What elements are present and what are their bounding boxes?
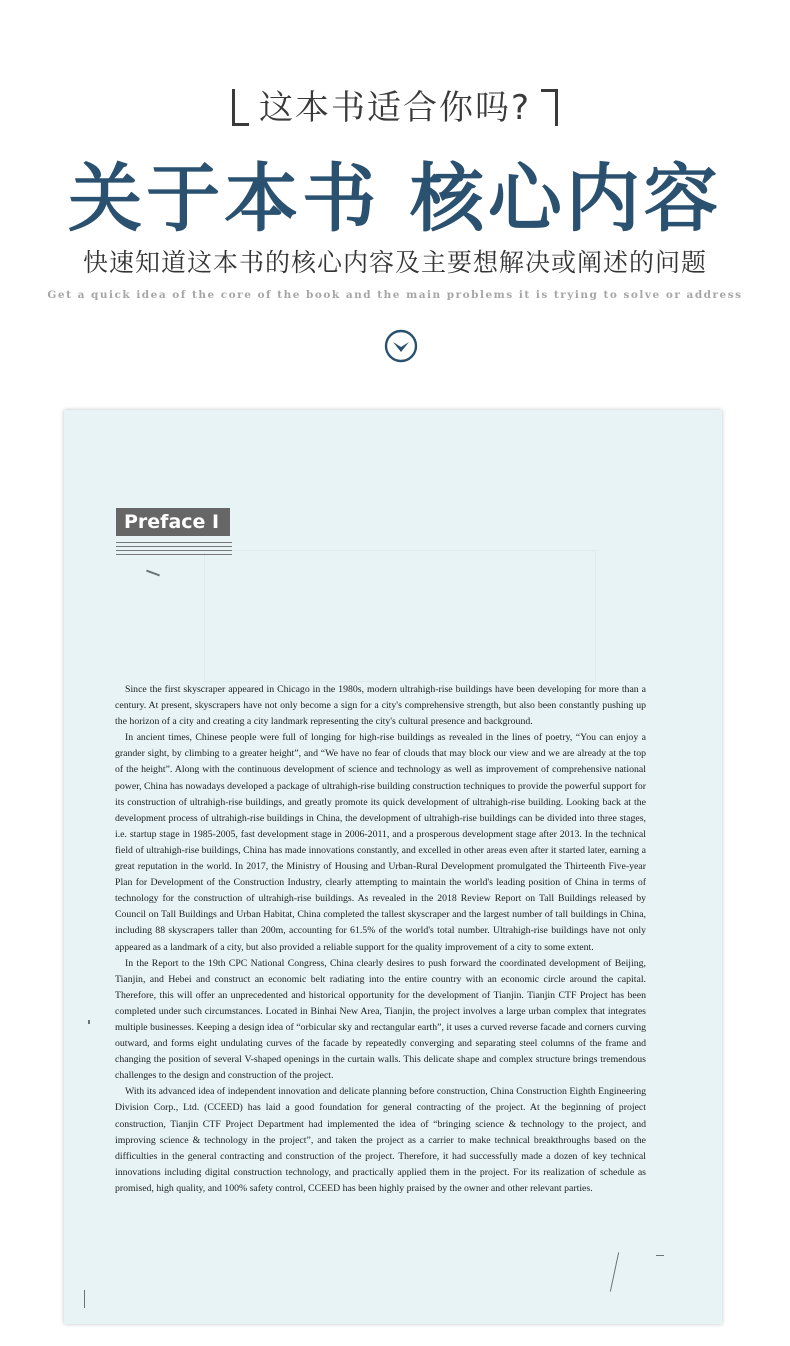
section-description: 快速知道这本书的核心内容及主要想解决或阐述的问题 [82,248,707,277]
right-bracket-decoration [541,89,558,126]
paragraph: Since the first skyscraper appeared in Chicago in the 1980s, modern ultrahigh-rise buildings have been developing for more than a century. At present, skyscrapers have not only become a sign for a city's comprehensive strength, but also been constantly pushing up the horizon of a city and creating a city landmark representing the city's cultural presence and background. [115,684,646,728]
book-fit-question [0,80,790,129]
scan-speck [610,1252,619,1291]
left-bracket-decoration [232,89,249,126]
scan-speck [656,1255,664,1256]
preface-heading: Preface I [116,508,230,536]
chevron-down-circle-icon [384,329,418,363]
section-english-subtitle: Get a quick idea of the core of the book and the main problems it is trying to solve or address [47,289,743,301]
paragraph: With its advanced idea of independent innovation and delicate planning before construction, China Construction Eighth Engineering Division Corp., Ltd. (CCEED) has laid a good foundation for general contracting of the project. At the beginning of project construction, Tianjin CTF Project Department had implemented the idea of “bringing science & technology to the project, and improving science & technology in the project”, and taken the project as a carrier to make technical breakthroughs based on the difficulties in the general contracting and construction of the project. Therefore, it had successfully made a dozen of key technical innovations including digital construction technology, and practically applied them in the project. For its realization of schedule as promised, high quality, and 100% safety control, CCEED has been highly praised by the owner and other relevant parties. [115,1086,646,1194]
preface-body [115,682,646,1197]
book-fit-question-text: 这本书适合你吗? [258,88,532,128]
show-through-artifact [204,550,596,682]
book-page-preview [64,410,722,1324]
paragraph: In ancient times, Chinese people were full of longing for high-rise buildings as revealed in the lines of poetry, “You can enjoy a grander sight, by climbing to a greater height”, and “We have no fear of clouds that may block our view and we are already at the top of the height”. Along with the continuous development of science and technology as well as improvement of comprehensive national power, China has nowadays developed a package of ultrahigh-rise building construction techniques to provide the powerful support for its construction of ultrahigh-rise buildings, and greatly promote its quick development of ultrahigh-rise building. Looking back at the development process of ultrahigh-rise buildings in China, the development of ultrahigh-rise buildings can be divided into three stages, i.e. startup stage in 1985-2005, fast development stage in 2006-2011, and a prosperous development stage after 2013. In the technical field of ultrahigh-rise buildings, China has made innovations constantly, and excelled in other areas even after it started later, earning a great reputation in the world. In 2017, the Ministry of Housing and Urban-Rural Development promulgated the Thirteenth Five-year Plan for Development of the Construction Industry, clearly attempting to maintain the world's leading position of China in terms of technology for the construction of ultrahigh-rise buildings. As revealed in the 2018 Review Report on Tall Buildings released by Council on Tall Buildings and Urban Habitat, China completed the tallest skyscraper and the largest number of tall buildings in China, including 88 skyscrapers taller than 200m, accounting for 61.5% of the world's total number. Ultrahigh-rise buildings have not only appeared as a landmark of a city, but also provided a reliable support for the quality improvement of a city to some extent. [115,732,646,953]
heading-rule-lines [116,542,232,562]
paragraph: In the Report to the 19th CPC National Congress, China clearly desires to push forward the coordinated development of Beijing, Tianjin, and Hebei and construct an economic belt radiating into the entire country with an economic circle around the capital. Therefore, this will offer an unprecedented and historical opportunity for the development of Tianjin. Tianjin CTF Project has been completed under such circumstances. Located in Binhai New Area, Tianjin, the project involves a large urban complex that integrates multiple businesses. Keeping a design idea of “orbicular sky and rectangular earth”, it uses a curved reverse facade and corners curving outward, and forms eight undulating curves of the facade by repeatedly converging and separating steel columns of the frame and changing the position of several V-shaped openings in the curtain walls. This delicate shape and complex structure brings tremendous challenges to the design and construction of the project. [115,957,646,1082]
scan-speck [88,1020,90,1024]
scan-speck [146,570,160,577]
scan-speck [84,1290,85,1308]
section-title: 关于本书 核心内容 [68,156,722,242]
